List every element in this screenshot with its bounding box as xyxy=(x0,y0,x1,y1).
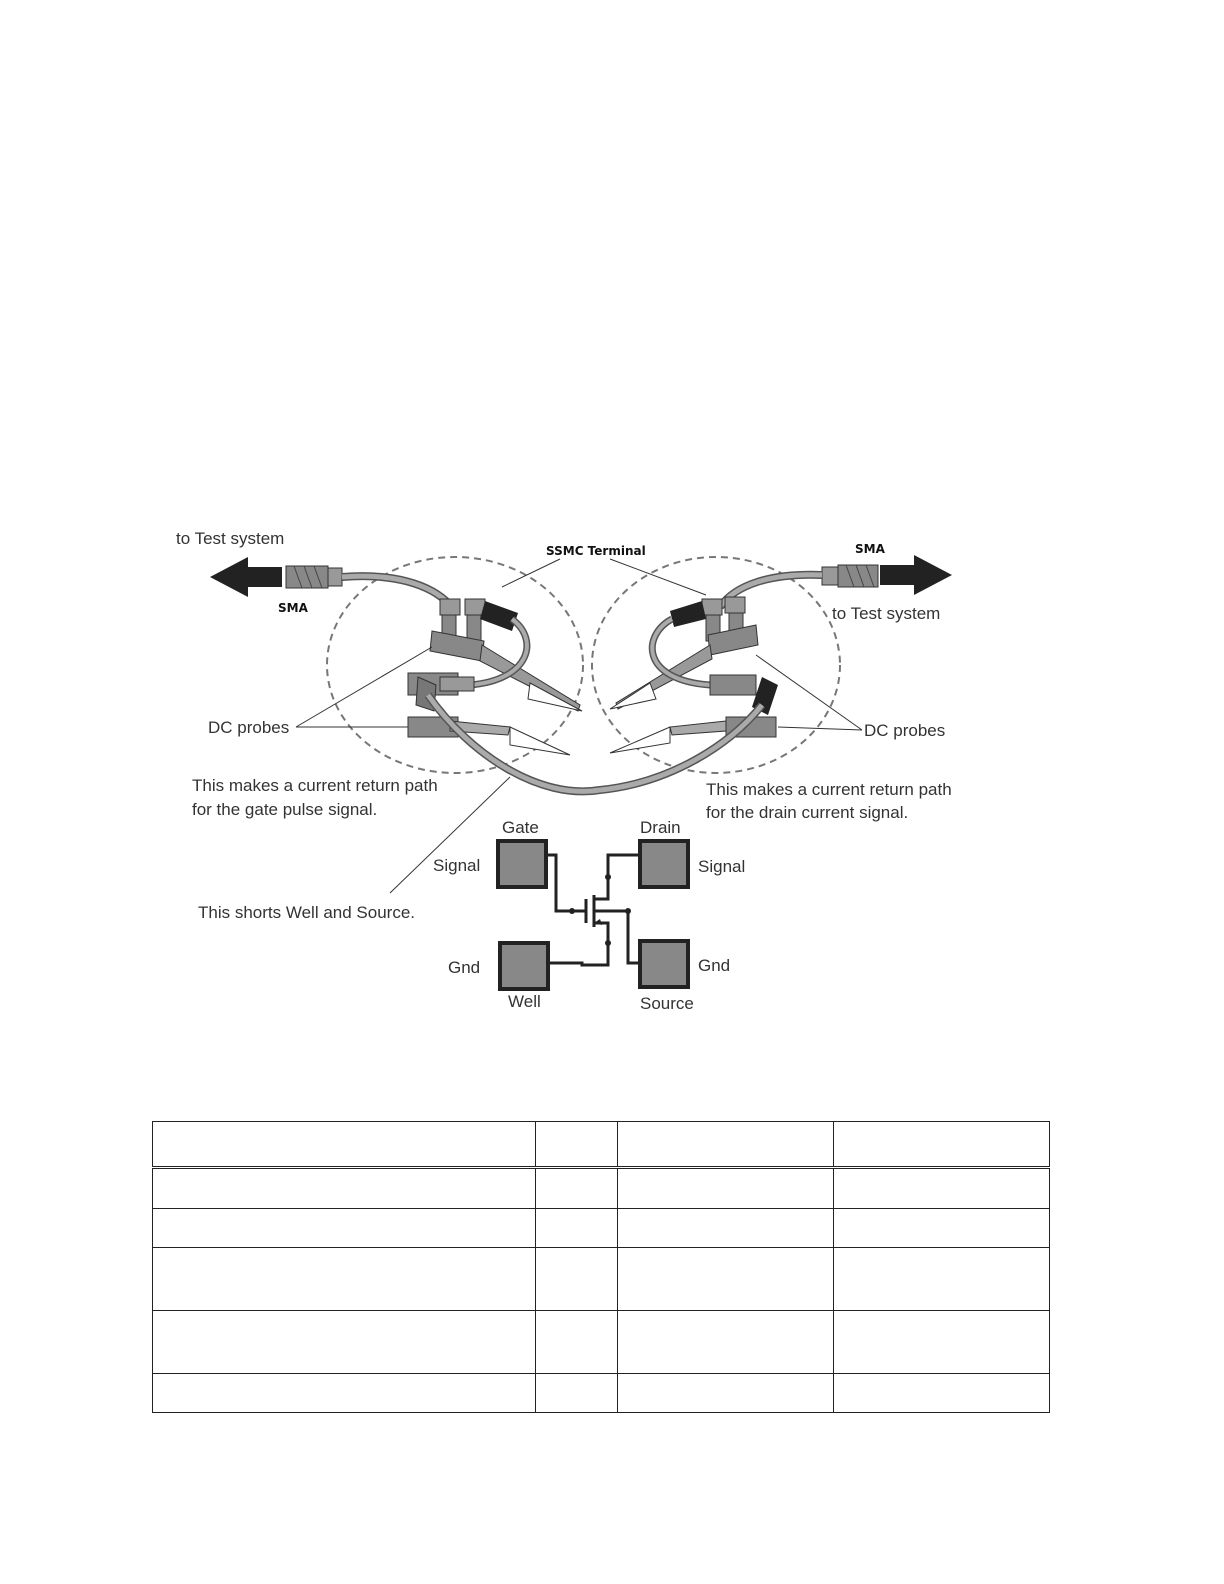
table-cell xyxy=(834,1311,1050,1374)
source-pad xyxy=(640,941,688,987)
gnd-right-label: Gnd xyxy=(698,956,731,975)
left-arrow-icon xyxy=(210,557,282,597)
to-test-system-right-label: to Test system xyxy=(832,604,941,623)
probe-connection-diagram xyxy=(150,515,990,1035)
drain-label: Drain xyxy=(640,818,681,837)
table-cell xyxy=(153,1374,536,1413)
sma-left-label: SMA xyxy=(278,601,308,615)
table-cell xyxy=(834,1248,1050,1311)
table-cell xyxy=(153,1248,536,1311)
gate-label: Gate xyxy=(502,818,539,837)
table-header-cell xyxy=(618,1122,834,1168)
table-cell xyxy=(153,1311,536,1374)
gate-return-path-line2: for the gate pulse signal. xyxy=(192,800,378,819)
right-probe-region xyxy=(592,557,840,773)
table-cell xyxy=(618,1168,834,1209)
table-cell xyxy=(536,1209,618,1248)
well-label: Well xyxy=(508,992,541,1011)
specification-table xyxy=(152,1121,1050,1413)
table-row xyxy=(153,1374,1050,1413)
gate-return-path-line1: This makes a current return path xyxy=(192,776,438,795)
table-header-cell xyxy=(153,1122,536,1168)
table-cell xyxy=(834,1374,1050,1413)
table-row xyxy=(153,1311,1050,1374)
source-label: Source xyxy=(640,994,694,1013)
to-test-system-left-label: to Test system xyxy=(176,529,285,548)
table-cell xyxy=(536,1311,618,1374)
left-probe-region xyxy=(327,557,583,773)
drain-return-path-line2: for the drain current signal. xyxy=(706,803,909,822)
right-arrow-icon xyxy=(880,555,952,595)
signal-left-label: Signal xyxy=(433,856,481,875)
dc-probes-left-label: DC probes xyxy=(208,718,290,737)
table-header-row xyxy=(153,1122,1050,1168)
ssmc-terminal-label: SSMC Terminal xyxy=(546,544,646,558)
signal-right-label: Signal xyxy=(698,857,746,876)
table-cell xyxy=(536,1374,618,1413)
table-cell xyxy=(536,1168,618,1209)
table-row xyxy=(153,1168,1050,1209)
table-header-cell xyxy=(834,1122,1050,1168)
sma-right-label: SMA xyxy=(855,542,885,556)
table-cell xyxy=(536,1248,618,1311)
table-cell xyxy=(618,1209,834,1248)
table-cell xyxy=(834,1168,1050,1209)
table-cell xyxy=(153,1209,536,1248)
table-cell xyxy=(618,1248,834,1311)
table-row xyxy=(153,1209,1050,1248)
right-sma-connector xyxy=(838,565,878,587)
gate-pad xyxy=(498,841,546,887)
table-cell xyxy=(834,1209,1050,1248)
well-pad xyxy=(500,943,548,989)
table-header-cell xyxy=(536,1122,618,1168)
left-sma-connector xyxy=(286,566,328,588)
table-cell xyxy=(618,1374,834,1413)
gnd-left-label: Gnd xyxy=(448,958,481,977)
shorts-well-source-label: This shorts Well and Source. xyxy=(198,903,415,922)
drain-return-path-line1: This makes a current return path xyxy=(706,780,952,799)
drain-pad xyxy=(640,841,688,887)
table-cell xyxy=(153,1168,536,1209)
dc-probes-right-label: DC probes xyxy=(864,721,946,740)
table-row xyxy=(153,1248,1050,1311)
table-cell xyxy=(618,1311,834,1374)
